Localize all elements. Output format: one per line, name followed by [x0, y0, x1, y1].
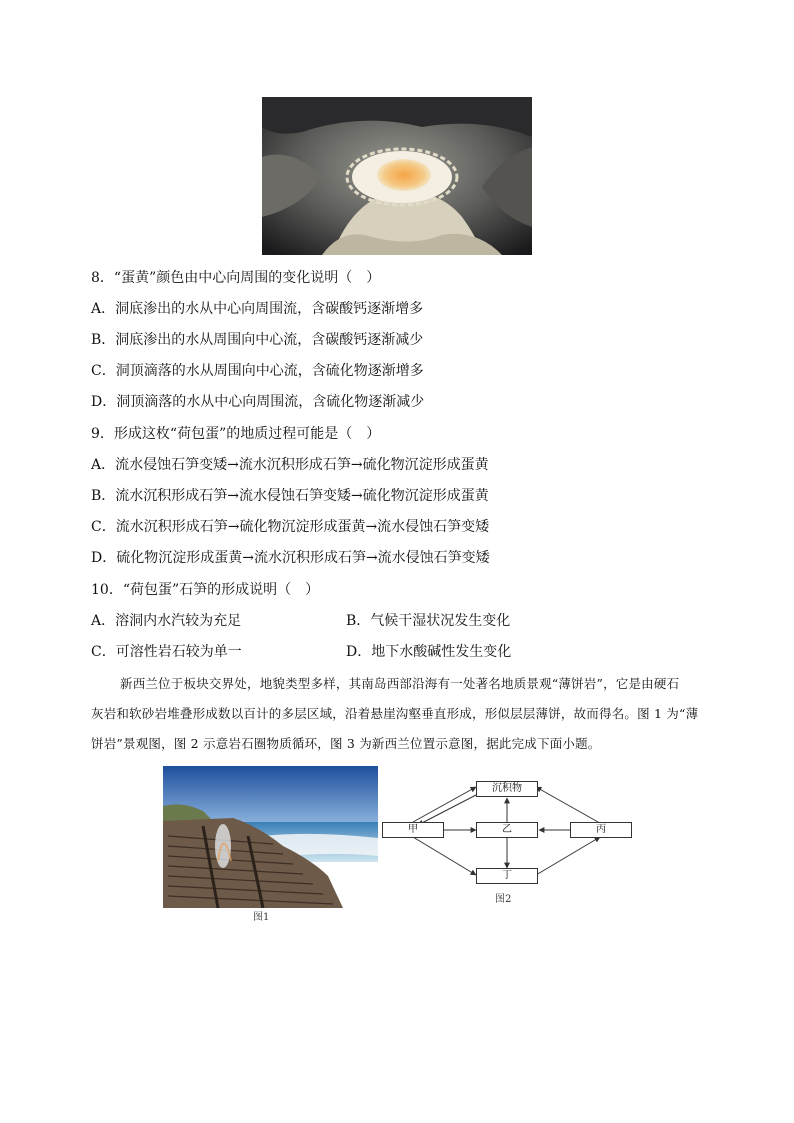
question-9-option-a: A．流水侵蚀石笋变矮→流水沉积形成石笋→硫化物沉淀形成蛋黄 — [91, 457, 489, 473]
arrow-top-to-left — [418, 795, 476, 825]
diagram-node-bing: 丙 — [570, 822, 632, 838]
diagram-node-sediment: 沉积物 — [476, 781, 538, 797]
arrow-left-to-bottom — [413, 837, 476, 875]
question-8-option-c: C．洞顶滴落的水从周围向中心流，含硫化物逐渐增多 — [91, 363, 424, 379]
figure-2-caption: 图2 — [495, 894, 512, 905]
passage-line-2: 灰岩和软砂岩堆叠形成数以百计的多层区域，沿着悬崖沟壑垂直形成，形似层层薄饼，故而得名。图 1 为“薄 — [91, 706, 699, 721]
question-10-option-b: B．气候干湿状况发生变化 — [346, 613, 511, 629]
diagram-node-yi: 乙 — [476, 822, 538, 838]
question-9-stem: 9．形成这枚“荷包蛋”的地质过程可能是（ ） — [91, 426, 381, 442]
diagram-node-ding: 丁 — [476, 868, 538, 884]
arrow-left-to-top — [413, 787, 476, 822]
figure-1-caption: 图1 — [253, 912, 270, 923]
question-10-stem: 10．“荷包蛋”石笋的形成说明（ ） — [91, 582, 320, 598]
arrow-right-to-top — [536, 787, 598, 822]
cave-egg-illustration — [262, 97, 532, 255]
pancake-rocks-photo — [163, 766, 378, 908]
arrow-bottom-to-right — [536, 837, 600, 875]
rock-cycle-diagram — [378, 777, 634, 902]
question-8-option-b: B．洞底渗出的水从周围向中心流，含碳酸钙逐渐减少 — [91, 332, 424, 348]
question-10-option-c: C．可溶性岩石较为单一 — [91, 644, 242, 660]
question-8-stem: 8．“蛋黄”颜色由中心向周围的变化说明（ ） — [91, 270, 381, 286]
passage-line-3: 饼岩”景观图，图 2 示意岩石圈物质循环，图 3 为新西兰位置示意图，据此完成下面小题。 — [91, 736, 601, 751]
question-9-option-c: C．流水沉积形成石笋→硫化物沉淀形成蛋黄→流水侵蚀石笋变矮 — [91, 519, 490, 535]
question-8-option-d: D．洞顶滴落的水从中心向周围流，含硫化物逐渐减少 — [91, 394, 425, 410]
diagram-node-jia: 甲 — [382, 822, 444, 838]
pancake-rocks-illustration — [163, 766, 378, 908]
question-9-option-d: D．硫化物沉淀形成蛋黄→流水沉积形成石笋→流水侵蚀石笋变矮 — [91, 550, 490, 566]
question-8-option-a: A．洞底渗出的水从中心向周围流，含碳酸钙逐渐增多 — [91, 301, 424, 317]
question-9-option-b: B．流水沉积形成石笋→流水侵蚀石笋变矮→硫化物沉淀形成蛋黄 — [91, 488, 489, 504]
passage-line-1: 新西兰位于板块交界处，地貌类型多样，其南岛西部沿海有一处著名地质景观“薄饼岩”，它是由硬石 — [120, 676, 680, 691]
question-10-option-a: A．溶洞内水汽较为充足 — [91, 613, 242, 629]
cave-egg-photo — [262, 97, 532, 255]
question-10-option-d: D．地下水酸碱性发生变化 — [346, 644, 512, 660]
